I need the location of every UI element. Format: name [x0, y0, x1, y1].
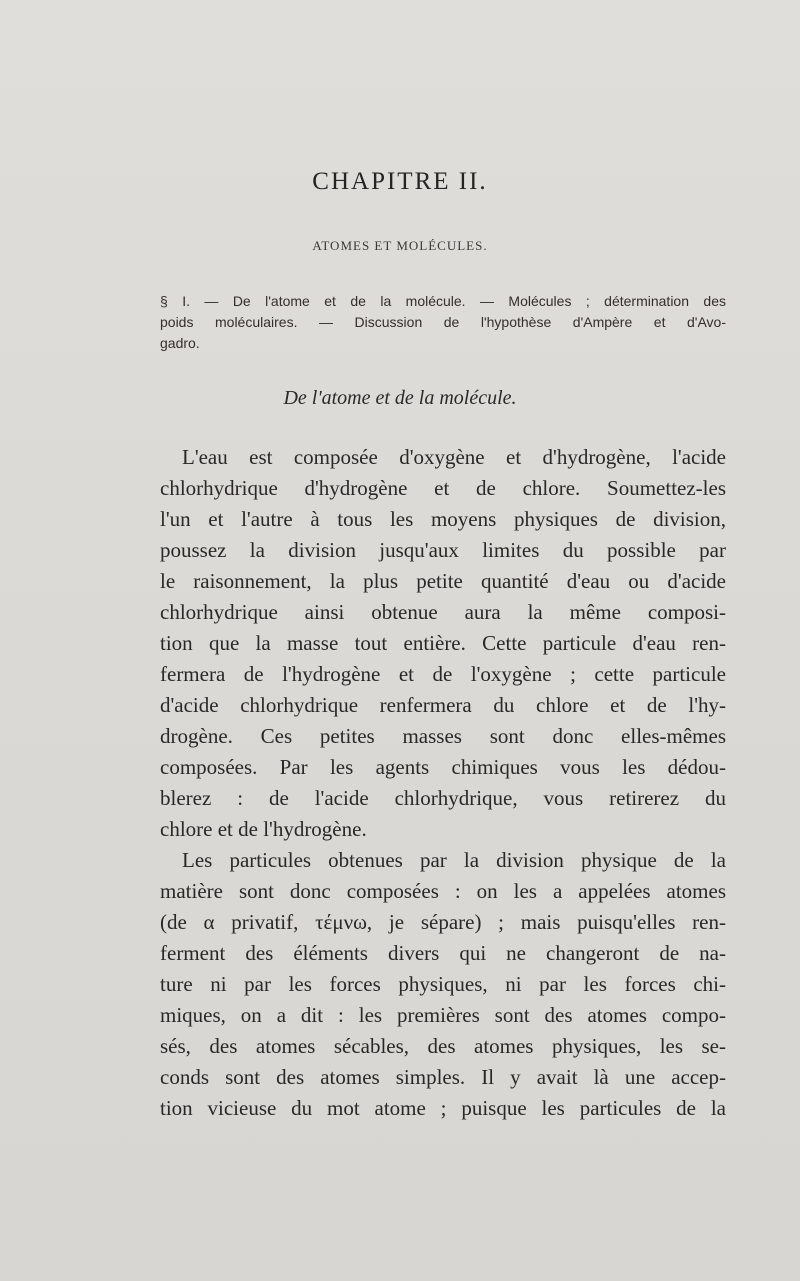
paragraph-1-line: chlore et de l'hydrogène. — [160, 817, 367, 841]
section-title: De l'atome et de la molécule. — [283, 387, 517, 409]
paragraph-1-line: L'eau est composée d'oxygène et d'hydrogène, l'acide — [182, 445, 726, 469]
summary-line: poids moléculaires. — Discussion de l'hypothèse d'Ampère et d'Avo- — [160, 314, 726, 330]
paragraph-1-line: d'acide chlorhydrique renfermera du chlore et de l'hy- — [160, 693, 726, 717]
paragraph-1-line: chlorhydrique d'hydrogène et de chlore. Soumettez-les — [160, 476, 726, 500]
paragraph-2-line: conds sont des atomes simples. Il y avait là une accep- — [160, 1065, 726, 1089]
paragraph-2-line: miques, on a dit : les premières sont des atomes compo- — [160, 1003, 726, 1027]
paragraph-1-line: fermera de l'hydrogène et de l'oxygène ; cette particule — [160, 662, 726, 686]
paragraph-2-line: Les particules obtenues par la division physique de la — [182, 848, 726, 872]
paragraph-1-line: tion que la masse tout entière. Cette particule d'eau ren- — [160, 631, 726, 655]
paragraph-2-line: sés, des atomes sécables, des atomes physiques, les se- — [160, 1034, 726, 1058]
paragraph-1-line: blerez : de l'acide chlorhydrique, vous retirerez du — [160, 786, 726, 810]
chapter-heading: CHAPITRE II. — [312, 168, 488, 195]
body-text — [160, 442, 726, 1124]
section-summary — [160, 291, 726, 354]
paragraph-2-line: matière sont donc composées : on les a appelées atomes — [160, 879, 726, 903]
paragraph-1-line: composées. Par les agents chimiques vous les dédou- — [160, 755, 726, 779]
paragraph-2-line: (de α privatif, τέμνω, je sépare) ; mais puisqu'elles ren- — [160, 910, 726, 934]
paragraph-2-line: tion vicieuse du mot atome ; puisque les particules de la — [160, 1096, 726, 1120]
paragraph-1-line: drogène. Ces petites masses sont donc elles-mêmes — [160, 724, 726, 748]
summary-line: gadro. — [160, 335, 200, 351]
paragraph-1-line: le raisonnement, la plus petite quantité d'eau ou d'acide — [160, 569, 726, 593]
paragraph-1-line: chlorhydrique ainsi obtenue aura la même composi- — [160, 600, 726, 624]
chapter-subtitle: ATOMES ET MOLÉCULES. — [312, 238, 488, 253]
paragraph-1-line: poussez la division jusqu'aux limites du possible par — [160, 538, 726, 562]
summary-line: § I. — De l'atome et de la molécule. — Molécules ; détermination des — [160, 293, 726, 309]
paragraph-2-line: ture ni par les forces physiques, ni par les forces chi- — [160, 972, 726, 996]
paragraph-1-line: l'un et l'autre à tous les moyens physiques de division, — [160, 507, 726, 531]
paragraph-2-line: ferment des éléments divers qui ne changeront de na- — [160, 941, 726, 965]
